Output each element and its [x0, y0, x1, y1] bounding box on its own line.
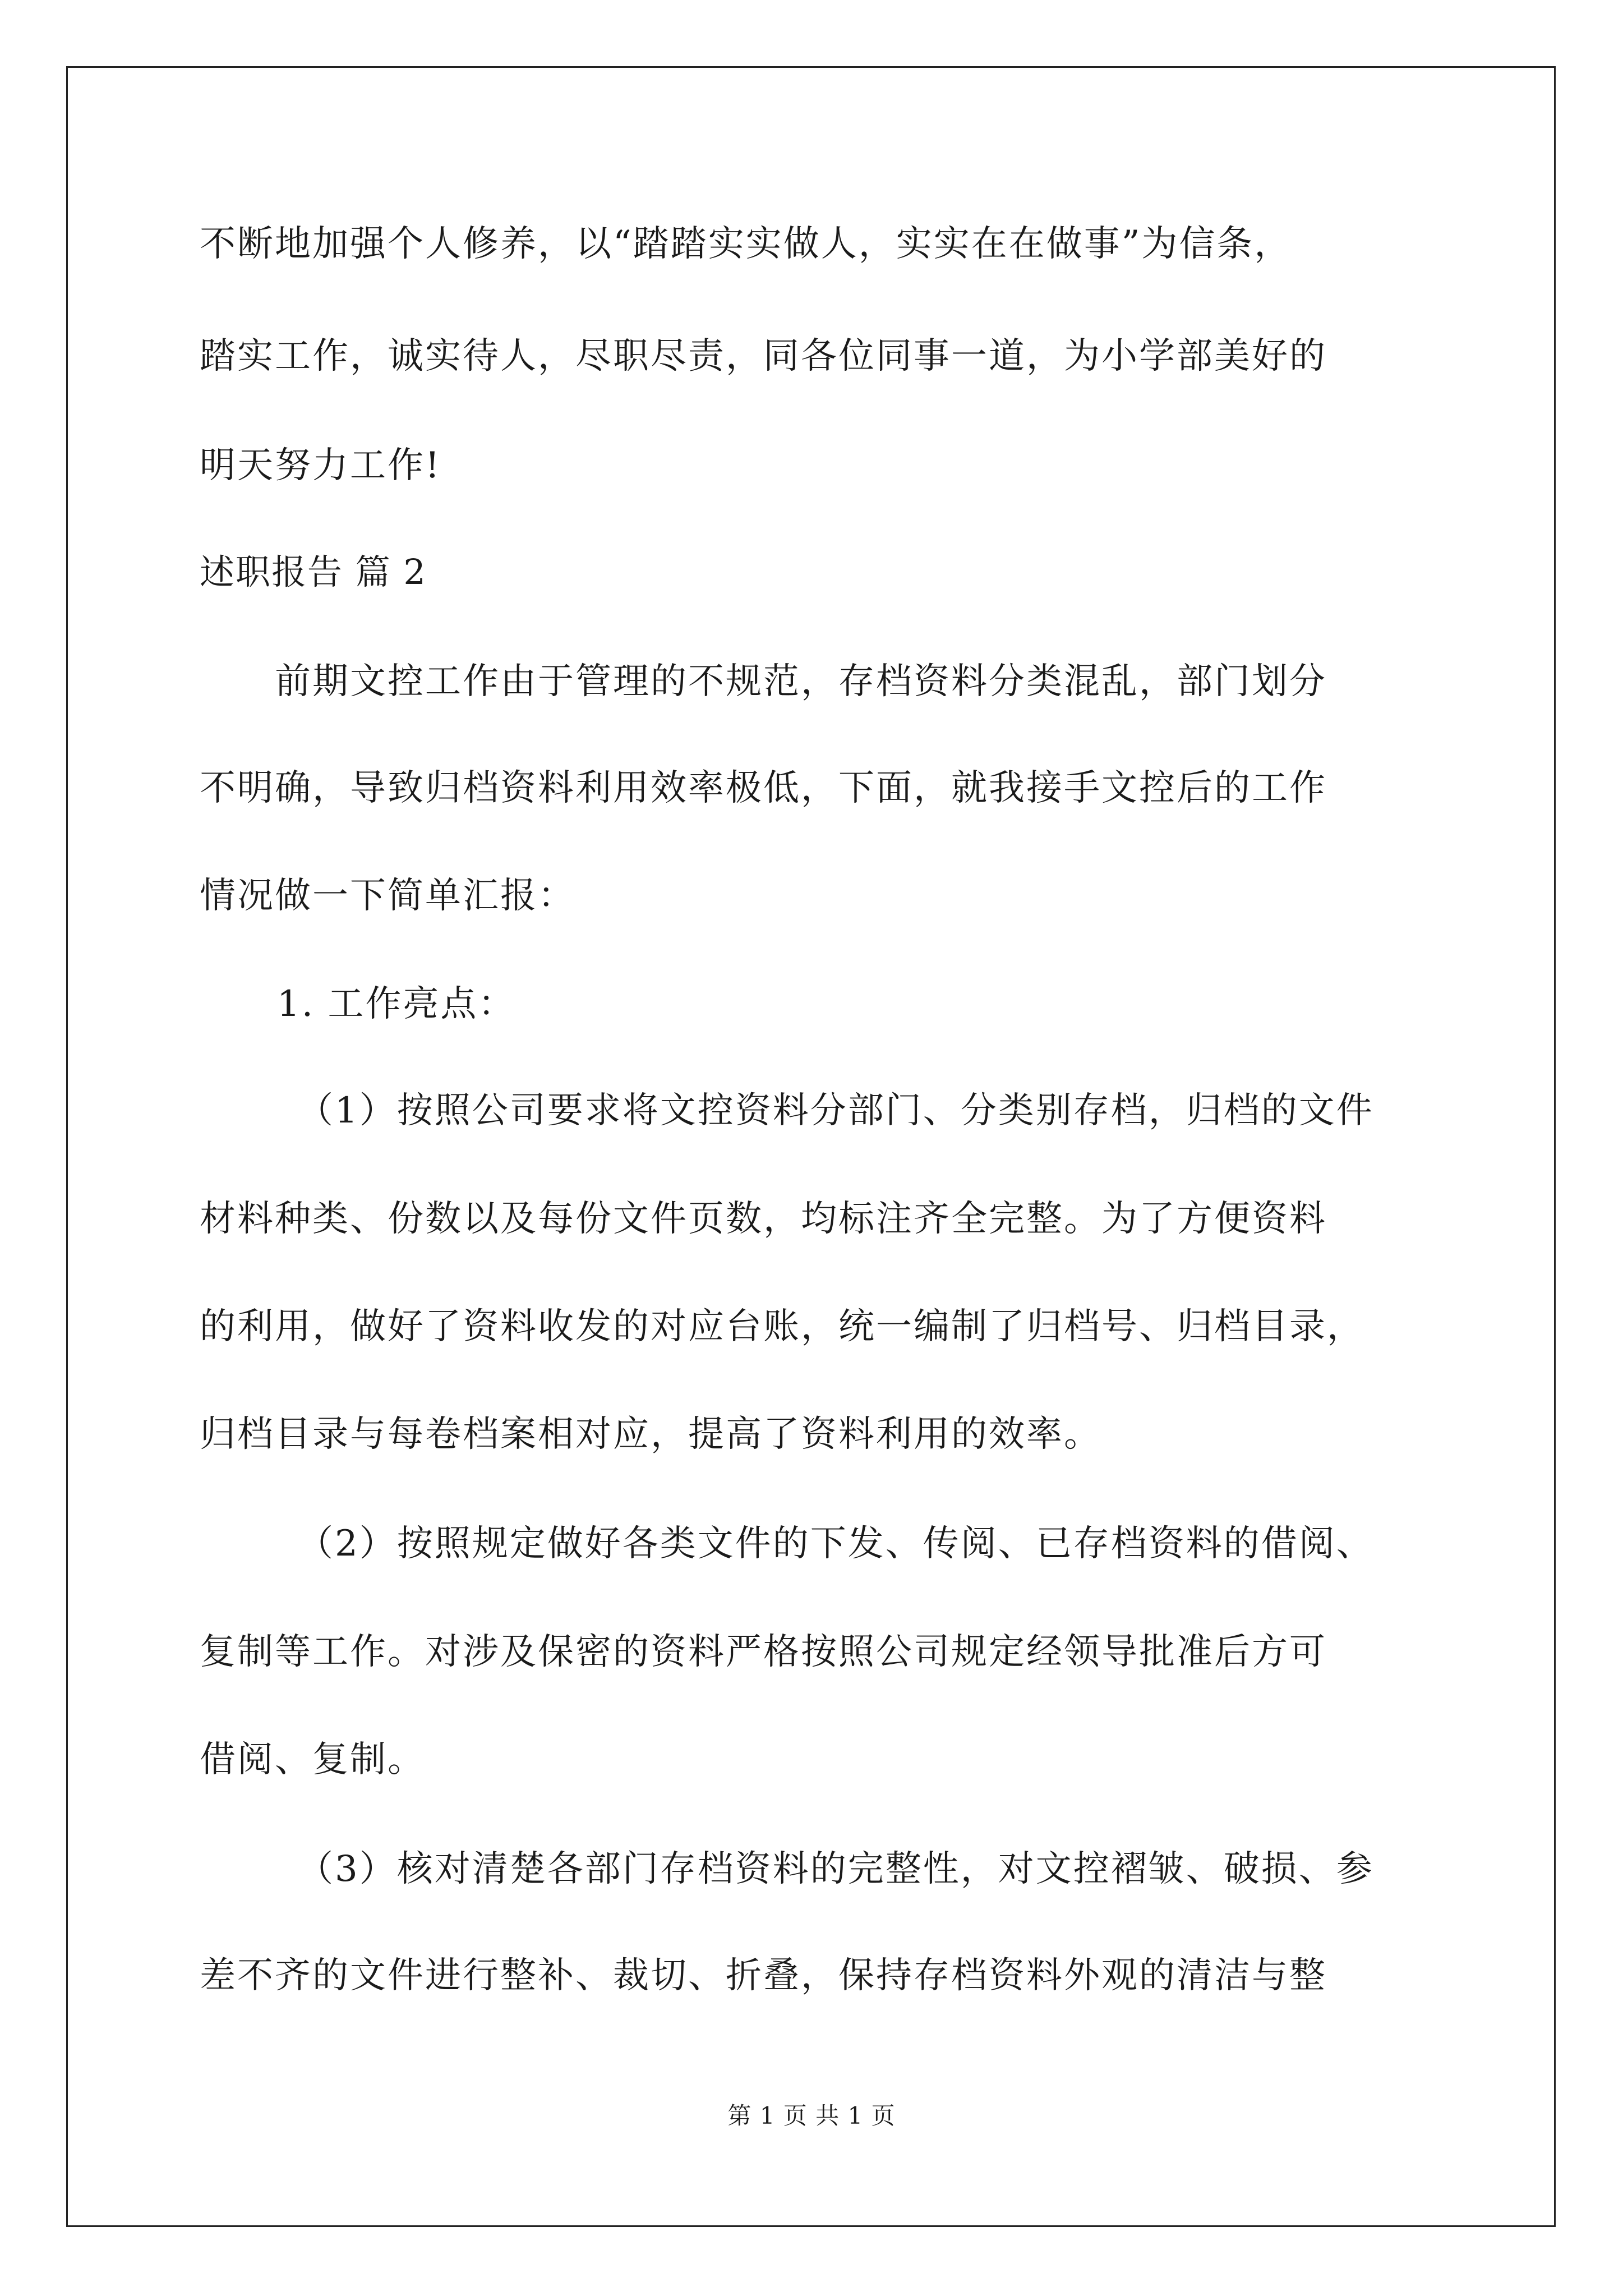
paragraph-line: 复制等工作。对涉及保密的资料严格按照公司规定经领导批准后方可: [200, 1631, 1327, 1673]
paragraph-line: 不明确，导致归档资料利用效率极低，下面，就我接手文控后的工作: [200, 767, 1327, 809]
paragraph-line: 差不齐的文件进行整补、裁切、折叠，保持存档资料外观的清洁与整: [200, 1955, 1327, 1996]
paragraph-line: 借阅、复制。: [200, 1739, 425, 1780]
paragraph-line: 前期文控工作由于管理的不规范，存档资料分类混乱，部门划分: [275, 661, 1327, 702]
paragraph-line: 明天努力工作!: [200, 445, 441, 486]
page-border: [66, 66, 1556, 2227]
paragraph-line: （1）按照公司要求将文控资料分部门、分类别存档，归档的文件: [297, 1090, 1374, 1131]
paragraph-line: 的利用，做好了资料收发的对应台账，统一编制了归档号、归档目录，: [200, 1306, 1364, 1347]
paragraph-line: 情况做一下简单汇报：: [200, 875, 575, 917]
paragraph-line: 不断地加强个人修养，以“踏踏实实做人，实实在在做事”为信条，: [200, 223, 1292, 265]
paragraph-line: 材料种类、份数以及每份文件页数，均标注齐全完整。为了方便资料: [200, 1198, 1327, 1240]
page-footer: 第 1 页 共 1 页: [727, 2102, 896, 2129]
list-heading: 1. 工作亮点：: [277, 983, 516, 1025]
section-heading: 述职报告 篇 2: [200, 551, 427, 592]
paragraph-line: （2）按照规定做好各类文件的下发、传阅、已存档资料的借阅、: [297, 1523, 1374, 1565]
paragraph-line: 归档目录与每卷档案相对应，提高了资料利用的效率。: [200, 1414, 1101, 1455]
paragraph-line: （3）核对清楚各部门存档资料的完整性，对文控褶皱、破损、参: [297, 1848, 1374, 1890]
paragraph-line: 踏实工作，诚实待人，尽职尽责，同各位同事一道，为小学部美好的: [200, 335, 1327, 377]
